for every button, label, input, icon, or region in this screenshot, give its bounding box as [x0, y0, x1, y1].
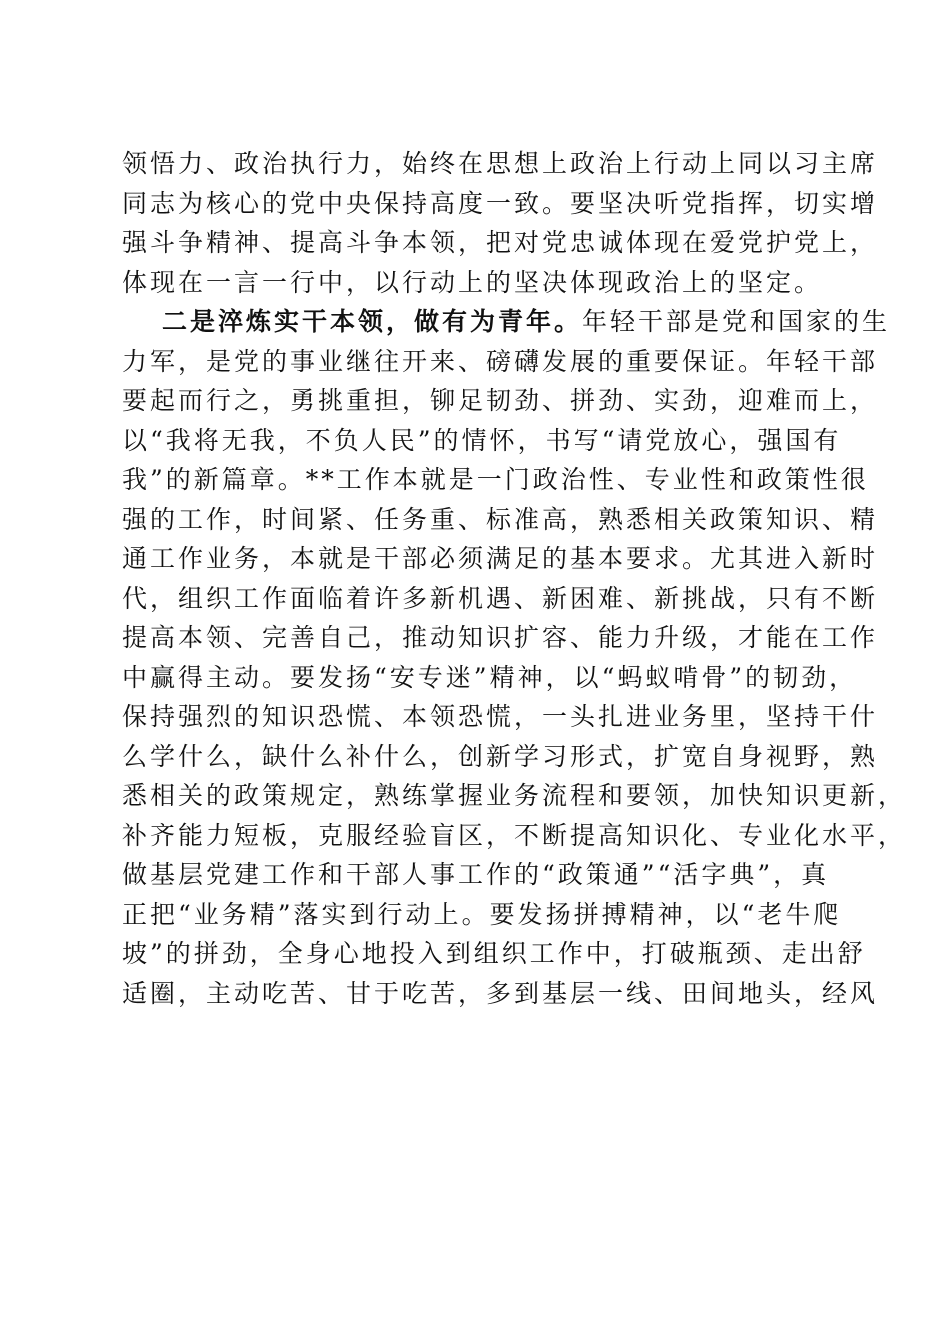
text-line: 通工作业务，本就是干部必须满足的基本要求。尤其进入新时: [122, 544, 879, 573]
text-line: 强斗争精神、提高斗争本领，把对党忠诚体现在爱党护党上，: [122, 228, 879, 257]
text-line: 我”的新篇章。**工作本就是一门政治性、专业性和政策性很: [122, 465, 869, 494]
text-line: 代，组织工作面临着许多新机遇、新困难、新挑战，只有不断: [122, 583, 879, 613]
text-line: 体现在一言一行中，以行动上的坚决体现政治上的坚定。: [122, 267, 823, 297]
text-line: 补齐能力短板，克服经验盲区，不断提高知识化、专业化水平，: [122, 820, 907, 850]
text-line: 坡”的拼劲，全身心地投入到组织工作中，打破瓶颈、走出舒: [122, 939, 866, 968]
text-line: 正把“业务精”落实到行动上。要发扬拼搏精神，以“老牛爬: [122, 899, 842, 929]
text-line: 强的工作，时间紧、任务重、标准高，熟悉相关政策知识、精: [122, 504, 879, 534]
text-line: 要起而行之，勇挑重担，铆足韧劲、拼劲、实劲，迎难而上，: [122, 386, 879, 415]
text-line: 力军，是党的事业继往开来、磅礴发展的重要保证。年轻干部: [122, 346, 879, 376]
paragraph-first-line: [122, 302, 891, 342]
text-line: 提高本领、完善自己，推动知识扩容、能力升级，才能在工作: [122, 623, 879, 652]
text-line: 保持强烈的知识恐慌、本领恐慌，一头扎进业务里，坚持干什: [122, 702, 879, 731]
text-line: 领悟力、政治执行力，始终在思想上政治上行动上同以习主席: [122, 149, 879, 178]
text-line: 年轻干部是党和国家的生: [582, 307, 891, 336]
text-line: 悉相关的政策规定，熟练掌握业务流程和要领，加快知识更新，: [122, 781, 907, 810]
body-text: [122, 144, 907, 1013]
text-line: 做基层党建工作和干部人事工作的“政策通”“活字典”，真: [122, 860, 830, 889]
text-line: 以“我将无我，不负人民”的情怀，书写“请党放心，强国有: [122, 425, 842, 455]
text-line: 同志为核心的党中央保持高度一致。要坚决听党指挥，切实增: [122, 188, 879, 218]
section-heading: 二是淬炼实干本领，做有为青年。: [162, 307, 583, 336]
text-line: 么学什么，缺什么补什么，创新学习形式，扩宽自身视野，熟: [122, 741, 879, 771]
text-line: 中赢得主动。要发扬“安专迷”精神，以“蚂蚁啃骨”的韧劲，: [122, 662, 858, 692]
text-line: 适圈，主动吃苦、甘于吃苦，多到基层一线、田间地头，经风: [122, 978, 879, 1008]
